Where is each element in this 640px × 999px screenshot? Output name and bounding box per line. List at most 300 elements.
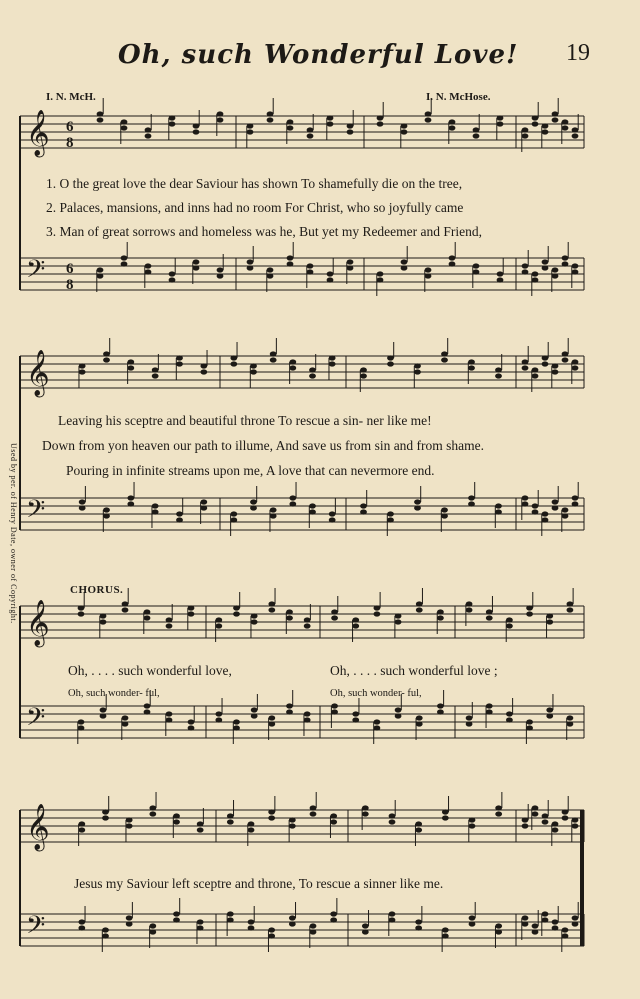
verse-1-line-2: Leaving his sceptre and beautiful throne To rescue a sin- ner like me!: [58, 413, 432, 428]
note-head: [289, 495, 296, 500]
note-head: [442, 809, 449, 814]
note-head: [126, 915, 133, 920]
note-head: [414, 369, 421, 374]
note-head: [250, 505, 257, 510]
note-head: [389, 917, 396, 922]
note-head: [449, 125, 456, 130]
note-head: [441, 357, 448, 362]
note-head: [567, 721, 574, 726]
note-head: [532, 115, 539, 120]
note-head: [572, 921, 579, 926]
note-head: [506, 623, 513, 628]
note-head: [360, 509, 367, 514]
note-head: [552, 117, 559, 122]
note-head: [188, 605, 195, 610]
note-head: [145, 133, 152, 138]
note-head: [401, 129, 408, 134]
note-head: [127, 501, 134, 506]
note-head: [468, 365, 475, 370]
note-head: [79, 499, 86, 504]
note-head: [331, 709, 338, 714]
note-head: [122, 601, 129, 606]
note-head: [552, 505, 559, 510]
note-head: [330, 917, 337, 922]
note-head: [401, 265, 408, 270]
note-head: [522, 501, 529, 506]
chorus-lyric-1: Oh, . . . . such wonderful love,: [68, 663, 232, 678]
note-head: [374, 605, 381, 610]
note-head: [103, 357, 110, 362]
note-head: [495, 503, 502, 508]
note-head: [330, 819, 337, 824]
note-head: [506, 717, 513, 722]
note-head: [532, 805, 539, 810]
note-head: [78, 925, 85, 930]
note-head: [522, 817, 529, 822]
note-head: [250, 363, 257, 368]
note-head: [97, 111, 104, 116]
note-head: [387, 361, 394, 366]
note-head: [522, 921, 529, 926]
note-head: [193, 129, 200, 134]
note-head: [468, 495, 475, 500]
note-head: [414, 363, 421, 368]
note-head: [126, 823, 133, 828]
note-head: [144, 709, 151, 714]
note-head: [193, 265, 200, 270]
chorus-bass-lyric-2: Oh, such wonder- ful,: [330, 688, 422, 699]
note-head: [395, 613, 402, 618]
note-head: [166, 717, 173, 722]
note-head: [149, 923, 156, 928]
note-head: [78, 827, 85, 832]
note-head: [327, 121, 334, 126]
note-head: [506, 617, 513, 622]
note-head: [149, 929, 156, 934]
note-head: [169, 121, 176, 126]
note-head: [387, 355, 394, 360]
note-head: [473, 127, 480, 132]
note-head: [176, 355, 183, 360]
note-head: [526, 605, 533, 610]
note-head: [307, 127, 314, 132]
note-head: [152, 367, 159, 372]
note-head: [572, 495, 579, 500]
note-head: [377, 277, 384, 282]
note-head: [304, 717, 311, 722]
note-head: [469, 915, 476, 920]
verse-2-line-1: 2. Palaces, mansions, and inns had no room For Christ, who so joyfully came: [46, 200, 464, 215]
note-head: [352, 623, 359, 628]
bass-clef: 𝄢: [26, 495, 46, 530]
note-head: [289, 359, 296, 364]
note-head: [309, 367, 316, 372]
note-head: [250, 369, 257, 374]
note-head: [416, 601, 423, 606]
note-head: [78, 605, 85, 610]
note-head: [268, 927, 275, 932]
note-head: [286, 615, 293, 620]
note-head: [552, 369, 559, 374]
note-head: [122, 721, 129, 726]
note-head: [572, 359, 579, 364]
note-head: [449, 119, 456, 124]
note-head: [542, 819, 549, 824]
note-head: [268, 601, 275, 606]
note-head: [78, 611, 85, 616]
note-head: [217, 117, 224, 122]
note-head: [307, 269, 314, 274]
note-head: [362, 805, 369, 810]
bass-clef: 𝄢: [26, 911, 46, 946]
note-head: [248, 821, 255, 826]
note-head: [286, 709, 293, 714]
note-head: [542, 355, 549, 360]
note-head: [251, 707, 258, 712]
note-head: [329, 361, 336, 366]
note-head: [100, 619, 107, 624]
note-head: [268, 809, 275, 814]
note-head: [542, 517, 549, 522]
note-head: [248, 919, 255, 924]
note-head: [197, 919, 204, 924]
note-head: [173, 911, 180, 916]
note-head: [466, 607, 473, 612]
note-head: [152, 509, 159, 514]
note-head: [552, 499, 559, 504]
note-head: [389, 819, 396, 824]
note-head: [562, 815, 569, 820]
note-head: [542, 911, 549, 916]
note-head: [247, 123, 254, 128]
note-head: [562, 809, 569, 814]
note-head: [127, 495, 134, 500]
note-head: [442, 933, 449, 938]
note-head: [331, 615, 338, 620]
note-head: [495, 929, 502, 934]
note-head: [215, 717, 222, 722]
note-head: [197, 925, 204, 930]
note-head: [401, 259, 408, 264]
note-head: [441, 351, 448, 356]
note-head: [387, 517, 394, 522]
note-head: [286, 609, 293, 614]
note-head: [416, 721, 423, 726]
note-head: [495, 509, 502, 514]
note-head: [251, 613, 258, 618]
note-head: [442, 927, 449, 932]
note-head: [437, 615, 444, 620]
note-head: [267, 117, 274, 122]
note-head: [268, 721, 275, 726]
note-head: [522, 127, 529, 132]
treble-clef: 𝄞: [26, 110, 50, 156]
note-head: [247, 129, 254, 134]
note-head: [233, 605, 240, 610]
note-head: [415, 925, 422, 930]
note-head: [395, 713, 402, 718]
note-head: [145, 263, 152, 268]
note-head: [78, 719, 85, 724]
note-head: [552, 925, 559, 930]
note-head: [532, 277, 539, 282]
note-head: [327, 115, 334, 120]
chorus-label: CHORUS.: [70, 584, 124, 596]
note-head: [152, 503, 159, 508]
note-head: [248, 827, 255, 832]
note-head: [522, 359, 529, 364]
note-head: [268, 815, 275, 820]
note-head: [562, 927, 569, 932]
note-head: [542, 123, 549, 128]
note-head: [193, 123, 200, 128]
note-head: [100, 613, 107, 618]
note-head: [304, 617, 311, 622]
note-head: [102, 815, 109, 820]
note-head: [473, 263, 480, 268]
note-head: [562, 119, 569, 124]
note-head: [542, 129, 549, 134]
lyricist-credit: I. N. McH.: [46, 91, 96, 103]
note-head: [449, 255, 456, 260]
note-head: [466, 721, 473, 726]
note-head: [287, 125, 294, 130]
note-head: [233, 725, 240, 730]
note-head: [217, 267, 224, 272]
note-head: [546, 707, 553, 712]
note-head: [97, 117, 104, 122]
time-signature-top: 6: [66, 261, 74, 277]
note-head: [562, 357, 569, 362]
note-head: [377, 271, 384, 276]
note-head: [572, 133, 579, 138]
note-head: [552, 919, 559, 924]
note-head: [395, 619, 402, 624]
note-head: [360, 373, 367, 378]
note-head: [352, 617, 359, 622]
note-head: [169, 277, 176, 282]
note-head: [437, 609, 444, 614]
note-head: [552, 827, 559, 832]
verse-1-line-1: 1. O the great love the dear Saviour has shown To shamefully die on the tree,: [46, 176, 463, 191]
note-head: [506, 711, 513, 716]
note-head: [251, 713, 258, 718]
note-head: [486, 703, 493, 708]
note-head: [532, 923, 539, 928]
note-head: [250, 499, 257, 504]
note-head: [352, 717, 359, 722]
note-head: [437, 709, 444, 714]
note-head: [532, 373, 539, 378]
note-head: [562, 125, 569, 130]
note-head: [267, 111, 274, 116]
note-head: [309, 373, 316, 378]
note-head: [268, 933, 275, 938]
note-head: [532, 121, 539, 126]
note-head: [526, 611, 533, 616]
note-head: [522, 365, 529, 370]
note-head: [173, 819, 180, 824]
note-head: [532, 811, 539, 816]
note-head: [495, 923, 502, 928]
time-signature-top: 6: [66, 119, 74, 135]
note-head: [176, 511, 183, 516]
note-head: [233, 611, 240, 616]
note-head: [542, 259, 549, 264]
note-head: [562, 255, 569, 260]
note-head: [287, 261, 294, 266]
note-head: [230, 361, 237, 366]
note-head: [97, 273, 104, 278]
note-head: [270, 351, 277, 356]
note-head: [572, 127, 579, 132]
note-head: [103, 507, 110, 512]
note-head: [546, 713, 553, 718]
note-head: [360, 367, 367, 372]
note-head: [546, 613, 553, 618]
note-head: [495, 811, 502, 816]
note-head: [102, 933, 109, 938]
note-head: [441, 507, 448, 512]
final-bar: [580, 810, 584, 946]
note-head: [362, 811, 369, 816]
note-head: [572, 365, 579, 370]
note-head: [215, 617, 222, 622]
note-head: [542, 813, 549, 818]
note-head: [79, 363, 86, 368]
note-head: [562, 507, 569, 512]
note-head: [360, 503, 367, 508]
note-head: [567, 715, 574, 720]
note-head: [495, 805, 502, 810]
note-head: [389, 813, 396, 818]
note-head: [449, 261, 456, 266]
note-head: [188, 719, 195, 724]
note-head: [122, 715, 129, 720]
note-head: [331, 609, 338, 614]
note-head: [169, 271, 176, 276]
note-head: [425, 267, 432, 272]
note-head: [572, 823, 579, 828]
note-head: [532, 929, 539, 934]
note-head: [532, 509, 539, 514]
note-head: [486, 709, 493, 714]
note-head: [233, 719, 240, 724]
note-head: [197, 827, 204, 832]
note-head: [176, 361, 183, 366]
note-head: [331, 703, 338, 708]
note-head: [552, 111, 559, 116]
note-head: [374, 611, 381, 616]
note-head: [103, 351, 110, 356]
note-head: [310, 923, 317, 928]
note-head: [230, 517, 237, 522]
note-head: [307, 133, 314, 138]
note-head: [425, 117, 432, 122]
note-head: [270, 507, 277, 512]
note-head: [247, 265, 254, 270]
note-head: [546, 619, 553, 624]
note-head: [415, 827, 422, 832]
note-head: [270, 357, 277, 362]
note-head: [200, 499, 207, 504]
note-head: [97, 267, 104, 272]
page-title: Oh, such Wonderful Love!: [118, 40, 519, 70]
note-head: [572, 263, 579, 268]
note-head: [562, 933, 569, 938]
note-head: [532, 367, 539, 372]
note-head: [522, 915, 529, 920]
note-head: [166, 711, 173, 716]
chorus-final-lyric: Jesus my Saviour left sceptre and throne, To rescue a sinner like me.: [74, 876, 444, 891]
treble-clef: 𝄞: [26, 350, 50, 396]
note-head: [497, 271, 504, 276]
note-head: [127, 365, 134, 370]
note-head: [473, 269, 480, 274]
note-head: [329, 517, 336, 522]
note-head: [495, 373, 502, 378]
note-head: [468, 501, 475, 506]
note-head: [309, 509, 316, 514]
note-head: [552, 273, 559, 278]
note-head: [126, 817, 133, 822]
note-head: [267, 273, 274, 278]
note-head: [176, 517, 183, 522]
note-head: [347, 123, 354, 128]
note-head: [79, 505, 86, 510]
note-head: [102, 809, 109, 814]
note-head: [144, 703, 151, 708]
note-head: [522, 133, 529, 138]
note-head: [389, 911, 396, 916]
note-head: [270, 513, 277, 518]
note-head: [377, 121, 384, 126]
note-head: [414, 499, 421, 504]
note-head: [415, 821, 422, 826]
note-head: [352, 711, 359, 716]
note-head: [552, 267, 559, 272]
note-head: [144, 615, 151, 620]
note-head: [145, 269, 152, 274]
note-head: [78, 821, 85, 826]
note-head: [304, 623, 311, 628]
note-head: [572, 915, 579, 920]
note-head: [287, 119, 294, 124]
note-head: [469, 823, 476, 828]
note-head: [469, 817, 476, 822]
note-head: [401, 123, 408, 128]
treble-clef: 𝄞: [26, 804, 50, 850]
note-head: [248, 925, 255, 930]
note-head: [486, 615, 493, 620]
note-head: [166, 623, 173, 628]
note-head: [247, 259, 254, 264]
note-head: [495, 367, 502, 372]
note-head: [121, 119, 128, 124]
note-head: [330, 813, 337, 818]
note-head: [473, 133, 480, 138]
note-head: [100, 713, 107, 718]
note-head: [469, 921, 476, 926]
note-head: [173, 813, 180, 818]
note-head: [166, 617, 173, 622]
note-head: [468, 359, 475, 364]
note-head: [347, 129, 354, 134]
note-head: [522, 269, 529, 274]
note-head: [542, 265, 549, 270]
note-head: [227, 819, 234, 824]
note-head: [497, 115, 504, 120]
